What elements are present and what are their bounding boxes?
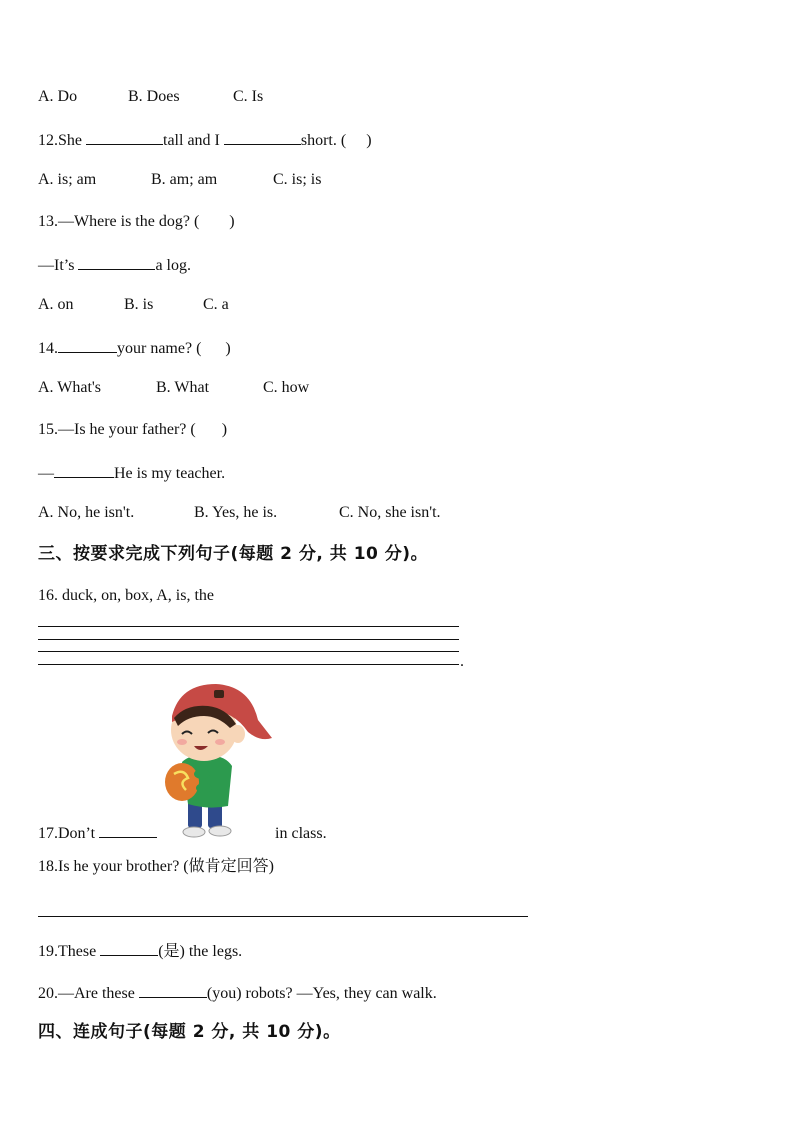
q13-line2 [38, 254, 191, 276]
option-c[interactable]: C. Is [233, 88, 264, 105]
q12-stem [38, 129, 372, 151]
hand [196, 783, 212, 793]
q16-stem: 16. duck, on, box, A, is, the [38, 587, 214, 604]
writing-line[interactable] [38, 626, 459, 627]
answer-line[interactable] [38, 916, 528, 917]
question-text: She [58, 132, 86, 149]
option-b[interactable]: B. Does [128, 88, 180, 105]
q14-stem [38, 337, 231, 359]
question-text: short. ( [300, 132, 347, 149]
option-c[interactable]: C. how [263, 379, 310, 396]
option-b[interactable]: B. What [156, 379, 210, 396]
question-number: 14. [38, 340, 58, 357]
answer-blank[interactable] [100, 940, 158, 956]
question-text: tall and I [163, 132, 224, 149]
question-text: in class. [275, 825, 327, 842]
question-text: —Is he your father? ( [58, 421, 196, 438]
answer-blank[interactable] [58, 337, 117, 353]
question-text: ) [229, 213, 235, 230]
question-text: He is my teacher. [114, 465, 226, 482]
cheek [177, 739, 187, 745]
option-b[interactable]: B. am; am [151, 171, 218, 188]
q13-stem [38, 212, 235, 232]
q17-stem [38, 822, 327, 844]
option-c[interactable]: C. a [203, 296, 229, 313]
cheek [215, 739, 225, 745]
q15-options [38, 503, 441, 523]
question-text: —It’s [38, 257, 79, 274]
question-text: (是) the legs. [158, 943, 243, 960]
answer-blank[interactable] [86, 129, 163, 145]
question-text: — [38, 465, 54, 482]
boy-with-ball-illustration [160, 676, 290, 840]
answer-blank[interactable] [54, 462, 114, 478]
q15-stem [38, 420, 227, 440]
q19-stem [38, 940, 242, 962]
question-text: your name? ( [117, 340, 202, 357]
question-text: ) [225, 340, 231, 357]
answer-blank[interactable] [224, 129, 301, 145]
question-text: 19.These [38, 943, 101, 960]
period-mark: . [460, 653, 464, 670]
hand [194, 769, 210, 779]
question-text: (you) robots? —Yes, they can walk. [206, 985, 437, 1002]
question-text: a log. [155, 257, 191, 274]
option-a[interactable]: A. is; am [38, 171, 97, 188]
q20-stem [38, 982, 437, 1004]
question-text: 17.Don’t [38, 825, 100, 842]
q14-options [38, 378, 309, 398]
section-4-title: 四、连成句子(每题 2 分, 共 10 分)。 [38, 1022, 341, 1042]
q12-options [38, 170, 321, 190]
option-a[interactable]: A. on [38, 296, 74, 313]
question-text: —Where is the dog? ( [58, 213, 200, 230]
option-a[interactable]: A. What's [38, 379, 102, 396]
option-a[interactable]: A. Do [38, 88, 78, 105]
option-b[interactable]: B. Yes, he is. [194, 504, 278, 521]
option-c[interactable]: C. No, she isn't. [339, 504, 441, 521]
option-a[interactable]: A. No, he isn't. [38, 504, 135, 521]
writing-line[interactable] [38, 639, 459, 640]
answer-blank[interactable] [99, 822, 157, 838]
question-number: 13. [38, 213, 58, 230]
question-text: 20.—Are these [38, 985, 139, 1002]
q15-line2 [38, 462, 225, 484]
cap-button [214, 690, 224, 698]
q13-options [38, 295, 229, 315]
question-number: 12. [38, 132, 58, 149]
question-text: ) [366, 132, 372, 149]
option-b[interactable]: B. is [124, 296, 154, 313]
writing-line[interactable] [38, 664, 459, 665]
question-number: 15. [38, 421, 58, 438]
question-text: ) [221, 421, 228, 438]
answer-blank[interactable] [139, 982, 207, 998]
section-3-title: 三、按要求完成下列句子(每题 2 分, 共 10 分)。 [38, 544, 429, 564]
q18-stem: 18.Is he your brother? (做肯定回答) [38, 858, 274, 875]
q11-options [38, 87, 263, 107]
option-c[interactable]: C. is; is [273, 171, 322, 188]
answer-blank[interactable] [78, 254, 155, 270]
writing-line[interactable] [38, 651, 459, 652]
ear [231, 725, 245, 743]
